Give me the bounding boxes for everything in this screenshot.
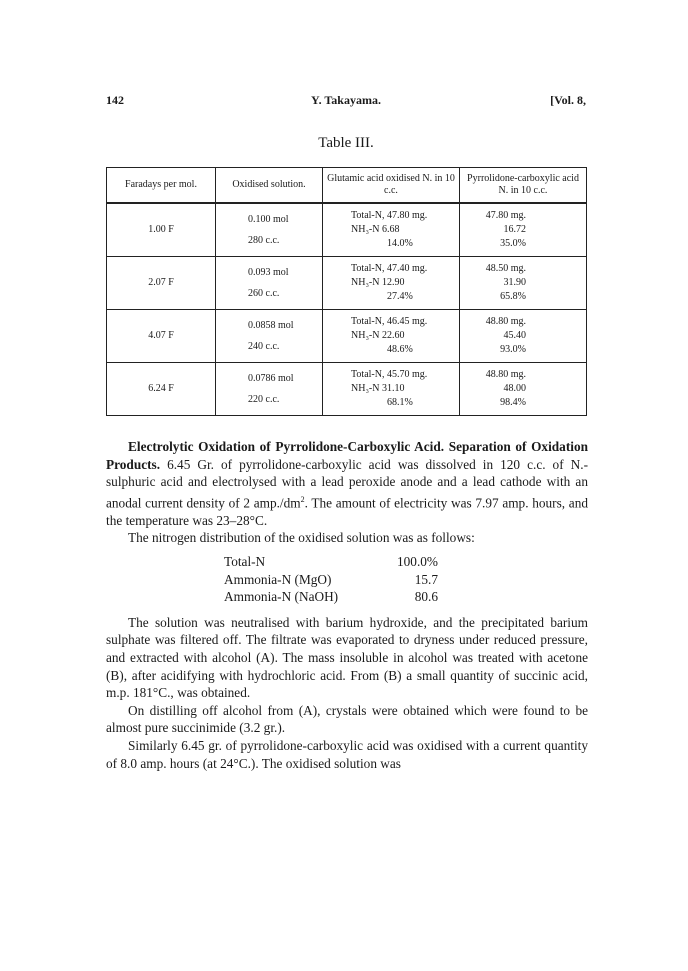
volume-value: 240 c.c.: [248, 341, 280, 352]
pyr-total-value: 48.50 mg.: [485, 263, 526, 274]
total-n-value: Total-N, 47.80 mg.: [351, 210, 428, 221]
pyr-total-value: 48.80 mg.: [485, 369, 526, 380]
nitrogen-label: Ammonia-N (NaOH): [224, 589, 339, 605]
table-row: [107, 257, 587, 310]
pyr-percent: 93.0%: [500, 344, 526, 355]
pyrrolidone-cell: [460, 203, 587, 257]
pyrrolidone-cell: [460, 310, 587, 363]
nitrogen-distribution-table: [224, 553, 438, 606]
pyr-nh3-value: 16.72: [503, 224, 526, 235]
mol-value: 0.0786 mol: [248, 373, 294, 384]
pyrrolidone-cell: [460, 363, 587, 416]
paragraph: The solution was neutralised with barium hydroxide, and the precipitated barium sulphate was filtered off. The filtrate was evaporated to dryness under reduced pressure, and extracted with alcohol (A). The mass insoluble in alcohol was treated with acetone (B), after acidifying with hydrochloric acid. From (B) a small quantity of succinic acid, m.p. 181°C., was obtained.: [106, 614, 588, 701]
table-row: [107, 363, 587, 416]
table-row: [107, 310, 587, 363]
oxidised-solution-cell: [216, 363, 323, 416]
glutamic-percent: 68.1%: [387, 397, 413, 408]
faradays-cell: 1.00 F: [107, 203, 216, 257]
paragraph: On distilling off alcohol from (A), crystals were obtained which were found to be almost pure succinimide (3.2 gr.).: [106, 702, 588, 736]
oxidised-solution-cell: [216, 310, 323, 363]
paragraph-text: 6.45 Gr. of pyrrolidone-carboxylic acid was dissolved in 120 c.c. of N.-sulphuric acid and electrolysed with a lead peroxide anode and a lead cathode with an anodal current density of 2 amp./dm: [106, 456, 588, 511]
nitrogen-value: 15.7: [414, 571, 438, 587]
table-row: [224, 588, 438, 606]
table-title: Table III.: [318, 135, 374, 151]
pyrrolidone-cell: [460, 257, 587, 310]
glutamic-cell: [323, 257, 460, 310]
glutamic-percent: 48.6%: [387, 344, 413, 355]
glutamic-percent: 27.4%: [387, 291, 413, 302]
pyr-total-value: 47.80 mg.: [485, 210, 526, 221]
oxidised-solution-cell: [216, 257, 323, 310]
col-header-pyrrolidone: Pyrrolidone-carboxylic acid N. in 10 c.c.: [460, 168, 587, 204]
glutamic-cell: [323, 363, 460, 416]
mol-value: 0.0858 mol: [248, 320, 294, 331]
table-header-row: [107, 168, 587, 204]
nitrogen-label: Total-N: [224, 553, 266, 569]
nitrogen-label: Ammonia-N (MgO): [224, 571, 332, 587]
total-n-value: Total-N, 47.40 mg.: [351, 263, 428, 274]
glutamic-percent: 14.0%: [387, 238, 413, 249]
paragraph: The nitrogen distribution of the oxidised solution was as follows:: [128, 530, 475, 546]
results-table: [106, 167, 587, 416]
total-n-value: Total-N, 45.70 mg.: [351, 369, 428, 380]
glutamic-cell: [323, 203, 460, 257]
paragraph: Similarly 6.45 gr. of pyrrolidone-carboxylic acid was oxidised with a current quantity of 8.0 amp. hours (at 24°C.). The oxidised solution was: [106, 737, 588, 771]
nh3-n-value: NH₃-N 6.68: [351, 224, 400, 235]
superscript: 2: [300, 494, 305, 504]
col-header-oxidised-solution: Oxidised solution.: [216, 168, 323, 204]
nh3-n-value: NH₃-N 22.60: [351, 330, 405, 341]
page-number: 142: [106, 93, 124, 107]
oxidised-solution-cell: [216, 203, 323, 257]
volume-value: 220 c.c.: [248, 394, 280, 405]
pyr-percent: 65.8%: [500, 291, 526, 302]
total-n-value: Total-N, 46.45 mg.: [351, 316, 428, 327]
nh3-n-value: NH₃-N 31.10: [351, 383, 405, 394]
glutamic-cell: [323, 310, 460, 363]
col-header-faradays: Faradays per mol.: [107, 168, 216, 204]
mol-value: 0.100 mol: [248, 214, 289, 225]
table-row: [224, 571, 438, 589]
mol-value: 0.093 mol: [248, 267, 289, 278]
col-header-glutamic-acid: Glutamic acid oxidised N. in 10 c.c.: [323, 168, 460, 204]
pyr-total-value: 48.80 mg.: [485, 316, 526, 327]
paragraph: [106, 438, 588, 529]
pyr-percent: 98.4%: [500, 397, 526, 408]
nitrogen-value: 80.6: [414, 589, 438, 605]
volume-value: 280 c.c.: [248, 235, 280, 246]
section-heading: Electrolytic Oxidation of Pyrrolidone-Carboxylic Acid. Separation of Oxidation Products.: [106, 439, 588, 472]
volume-label: [Vol. 8,: [550, 93, 586, 107]
pyr-nh3-value: 31.90: [503, 277, 526, 288]
body-text: [106, 438, 588, 772]
table-row: [107, 203, 587, 257]
faradays-cell: 4.07 F: [107, 310, 216, 363]
pyr-nh3-value: 45.40: [503, 330, 526, 341]
pyr-nh3-value: 48.00: [503, 383, 526, 394]
nitrogen-value: 100.0%: [397, 553, 438, 569]
faradays-cell: 6.24 F: [107, 363, 216, 416]
nh3-n-value: NH₃-N 12.90: [351, 277, 405, 288]
running-author: Y. Takayama.: [311, 93, 381, 107]
faradays-cell: 2.07 F: [107, 257, 216, 310]
table-row: [224, 553, 438, 571]
volume-value: 260 c.c.: [248, 288, 280, 299]
pyr-percent: 35.0%: [500, 238, 526, 249]
paragraph-text: . The amount of electricity was 7.97 amp. hours, and the temperature was 23–28°C.: [106, 495, 588, 528]
